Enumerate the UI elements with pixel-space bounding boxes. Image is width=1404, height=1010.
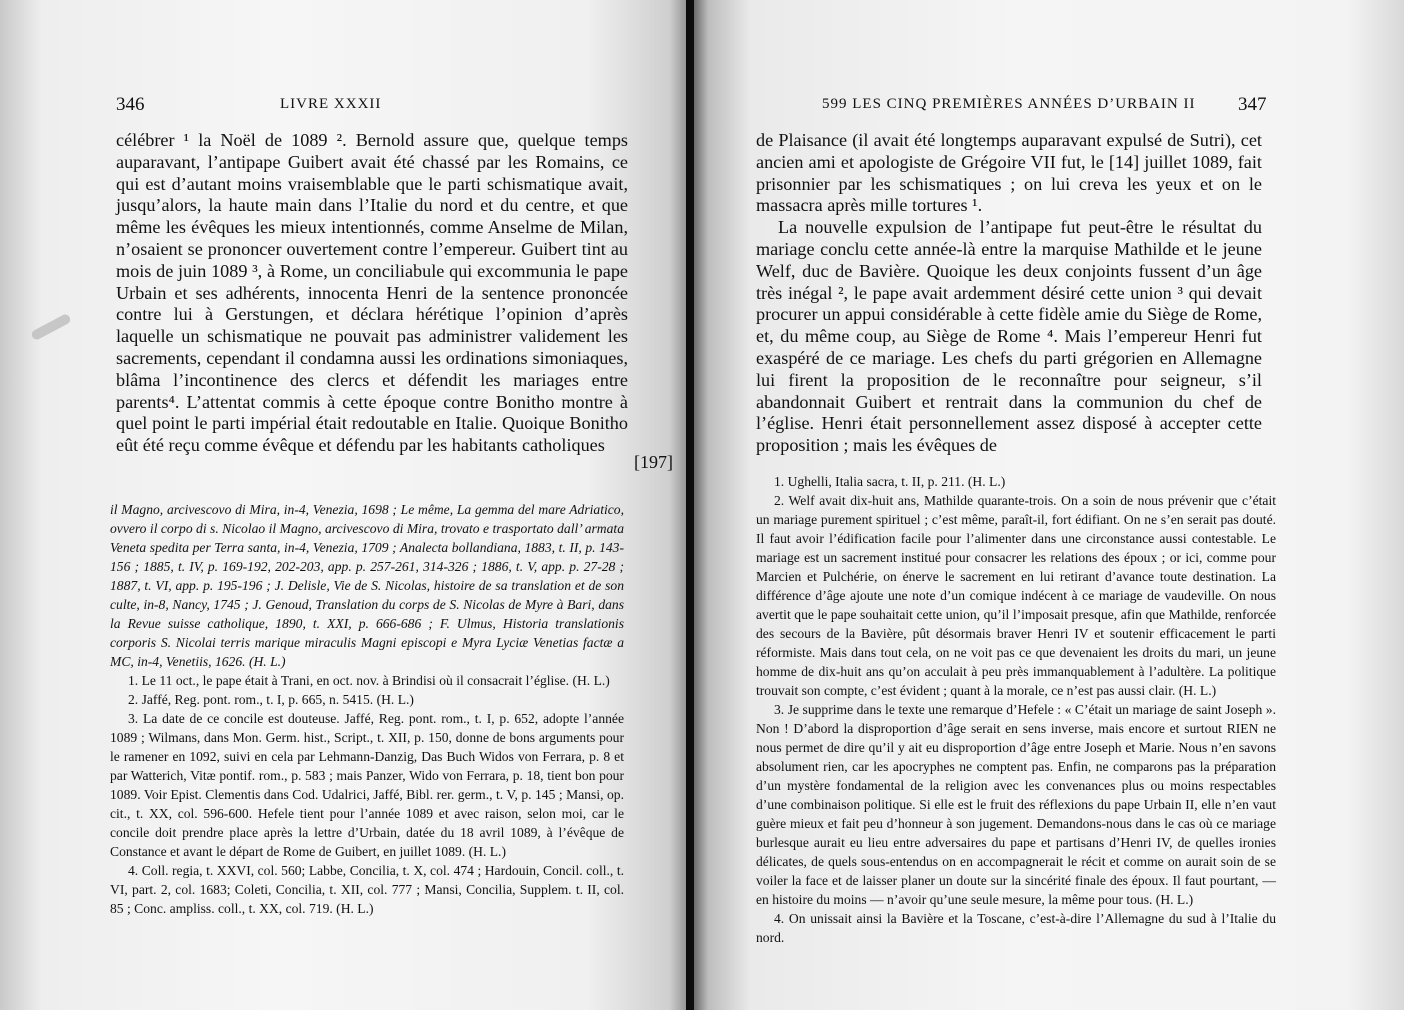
footnote-2: 2. Jaffé, Reg. pont. rom., t. I, p. 665, n. 5415. (H. L.) [128, 692, 414, 707]
right-paragraph-2: La nouvelle expulsion de l’antipape fut peut-être le résultat du mariage conclu cette année-là entre la marquise Mathilde et le jeune Welf, duc de Bavière. Quoique les deux conjoints fussent d’un âge très inégal ², le pape avait ardemment désiré cette union ³ qui devait procurer un appui considérable à cette fidèle amie du Siège de Rome, et, du même coup, au Siège de Rome ⁴. Mais l’empereur Henri fut exaspéré de ce mariage. Les chefs du parti grégorien en Allemagne lui firent la proposition de le reconnaître pour seigneur, s’il abandonnait Guibert et rentrait dans la communion du chef de l’église. Henri était personnellement assez disposé à accepter cette proposition ; mais les évêques de [756, 217, 1262, 456]
footnote-1: 1. Ughelli, Italia sacra, t. II, p. 211. (H. L.) [774, 474, 1006, 489]
footnote-4: 4. On unissait ainsi la Bavière et la Toscane, c’est-à-dire l’Allemagne du sud à l’Italie du nord. [756, 911, 1276, 945]
left-paragraph: célébrer ¹ la Noël de 1089 ². Bernold assure que, quelque temps auparavant, l’antipape Guibert avait été chassé par les Romains, ce qui est d’autant moins vraisemblable que le parti schismatique avait, jusqu’alors, la haute main dans l’Italie du nord et du centre, et que même les évêques les mieux intentionnés, comme Anselme de Milan, n’osaient se prononcer ouvertement contre l’empereur. Guibert tint au mois de juin 1089 ³, à Rome, un conciliabule qui excommunia le pape Urbain et ses adhérents, innocenta Henri de la sentence prononcée contre lui à Gerstungen, et déclara hérétique l’opinion d’après laquelle un schismatique ne pouvait pas administrer validement les sacrements, cependant il condamna aussi les ordinations simoniaques, blâma l’incontinence des clercs et défendit les mariages entre parents⁴. L’attentat commis à cette époque contre Bonitho montre à quel point le parti impérial était redoutable en Italie. Quoique Bonitho eût été reçu comme évêque et défendu par les habitants catholiques [116, 130, 628, 456]
right-page [694, 0, 1404, 1010]
right-paragraph-1: de Plaisance (il avait été longtemps auparavant expulsé de Sutri), cet ancien ami et apologiste de Grégoire VII fut, le [14] juillet 1089, fait prisonnier par les schismatiques ; on lui creva les yeux et on le massacra après mille tortures ¹. [756, 130, 1262, 216]
page-number-left: 346 [116, 94, 145, 115]
right-footnotes [756, 472, 1276, 947]
left-page [0, 0, 690, 1010]
footnote-4: 4. Coll. regia, t. XXVI, col. 560; Labbe, Concilia, t. X, col. 474 ; Hardouin, Concil. coll., t. VI, part. 2, col. 1683; Coleti, Concilia, t. XII, col. 777 ; Mansi, Concilia, Supplem. t. II, col. 85 ; Conc. ampliss. coll., t. XX, col. 719. (H. L.) [110, 863, 624, 916]
left-body-text [116, 130, 628, 457]
right-body-text [756, 130, 1262, 457]
page-smudge [30, 313, 72, 342]
running-head-right: 599 LES CINQ PREMIÈRES ANNÉES D’URBAIN II [822, 96, 1196, 112]
left-footnotes [110, 500, 624, 918]
running-head-left: LIVRE XXXII [280, 96, 382, 112]
footnote-1: 1. Le 11 oct., le pape était à Trani, en oct. nov. à Brindisi où il consacrait l’église. (H. L.) [128, 673, 610, 688]
footnote-2: 2. Welf avait dix-huit ans, Mathilde quarante-trois. On a soin de nous prévenir que c’était un mariage purement spirituel ; c’est même, paraît-il, fort édifiant. On ne s’en serait pas douté. Il faut avoir l’édification facile pour l’alimenter dans une circonstance aussi contestable. Le mariage est un sacrement institué pour consacrer les relations des époux ; or ici, comme pour Marcien et Pulchérie, on énerve le sacrement en lui retirant d’avance toute destination. La différence d’âge ajoute une note d’un comique indécent à ce mariage de vaudeville. On nous avertit que le pape souhaitait cette union, qu’il l’imposait presque, afin que Mathilde, renforcée des secours de la Bavière, pût désormais braver Henri IV et soutenir efficacement le parti réformiste. Mais dans tout cela, on ne voit pas ce que devenaient les droits du mari, un jeune homme de dix-huit ans qu’on acculait à peu près immanquablement à l’adultère. La politique trouvait son compte, c’est évident ; quant à la morale, ce n’est pas aussi clair. (H. L.) [756, 493, 1276, 698]
margin-page-marker: [197] [634, 452, 673, 472]
page-number-right: 347 [1238, 94, 1267, 115]
footnote-3: 3. Je supprime dans le texte une remarque d’Hefele : « C’était un mariage de saint Joseph ». Non ! D’abord la disproportion d’âge serait en sens inverse, mais encore et surtout RIEN ne nous permet de dire qu’il y ait eu disproportion d’âge entre Joseph et Marie. Nous n’en savons absolument rien, car les apocryphes ne comptent pas. Enfin, ne comparons pas la préparation d’un mystère fondamental de la religion avec les convenances plus ou moins respectables d’une combinaison politique. Si elle est le fruit des réflexions du pape Urbain II, elle n’en vaut guère mieux et fait peu d’honneur à son jugement. Demandons-nous dans le cas où ce mariage burlesque aurait eu lieu entre adversaires du pape et partisans d’Henri IV, de quelles ironies délicates, de quels sous-entendus on en accompagnerait le récit et comme on aurait soin de se voiler la face et de laisser planer un doute sur la sincérité finale des époux. Il faut pourtant, — en histoire du moins — n’avoir qu’une seule mesure, la même pour tous. (H. L.) [756, 702, 1276, 907]
footnote-continuation: il Magno, arcivescovo di Mira, in-4, Venezia, 1698 ; Le même, La gemma del mare Adriatico, ovvero il corpo di s. Nicolao il Magno, arcivescovo di Mira, trovato e trasportato dall’ armata Veneta spedita per Terra santa, in-4, Venezia, 1709 ; Analecta bollandiana, 1883, t. II, p. 143-156 ; 1885, t. IV, p. 169-192, 202-203, app. p. 257-261, 314-326 ; 1886, t. V, app. p. 27-28 ; 1887, t. VI, app. p. 195-196 ; J. Delisle, Vie de S. Nicolas, histoire de sa translation et de son culte, in-8, Nancy, 1745 ; J. Genoud, Translation du corps de S. Nicolas de Myre à Bari, dans la Revue suisse catholique, 1890, t. XXI, p. 666-686 ; F. Ulmus, Historia translationis corporis S. Nicolai terris marique miraculis Magni episcopi e Myra Lyciæ Venetias factæ a MC, in-4, Venetiis, 1626. (H. L.) [110, 502, 624, 669]
footnote-3: 3. La date de ce concile est douteuse. Jaffé, Reg. pont. rom., t. I, p. 652, adopte l’année 1089 ; Wilmans, dans Mon. Germ. hist., Script., t. XII, p. 150, donne de bons arguments pour le ramener en 1092, suivi en cela par Lehmann-Danzig, Das Buch Widos von Ferrara, p. 8 et par Watterich, Vitæ pontif. rom., p. 583 ; mais Panzer, Wido von Ferrara, p. 18, tient bon pour 1089. Voir Epist. Clementis dans Cod. Udalrici, Jaffé, Bibl. rer. germ., t. V, p. 145 ; Mansi, op. cit., t. XX, col. 596-600. Hefele tient pour l’année 1089 et avec raison, selon moi, car le concile doit prendre place après la lettre d’Urbain, datée du 18 avril 1089, à l’évêque de Constance et avant le départ de Rome de Guibert, en juillet 1089. (H. L.) [110, 711, 624, 859]
